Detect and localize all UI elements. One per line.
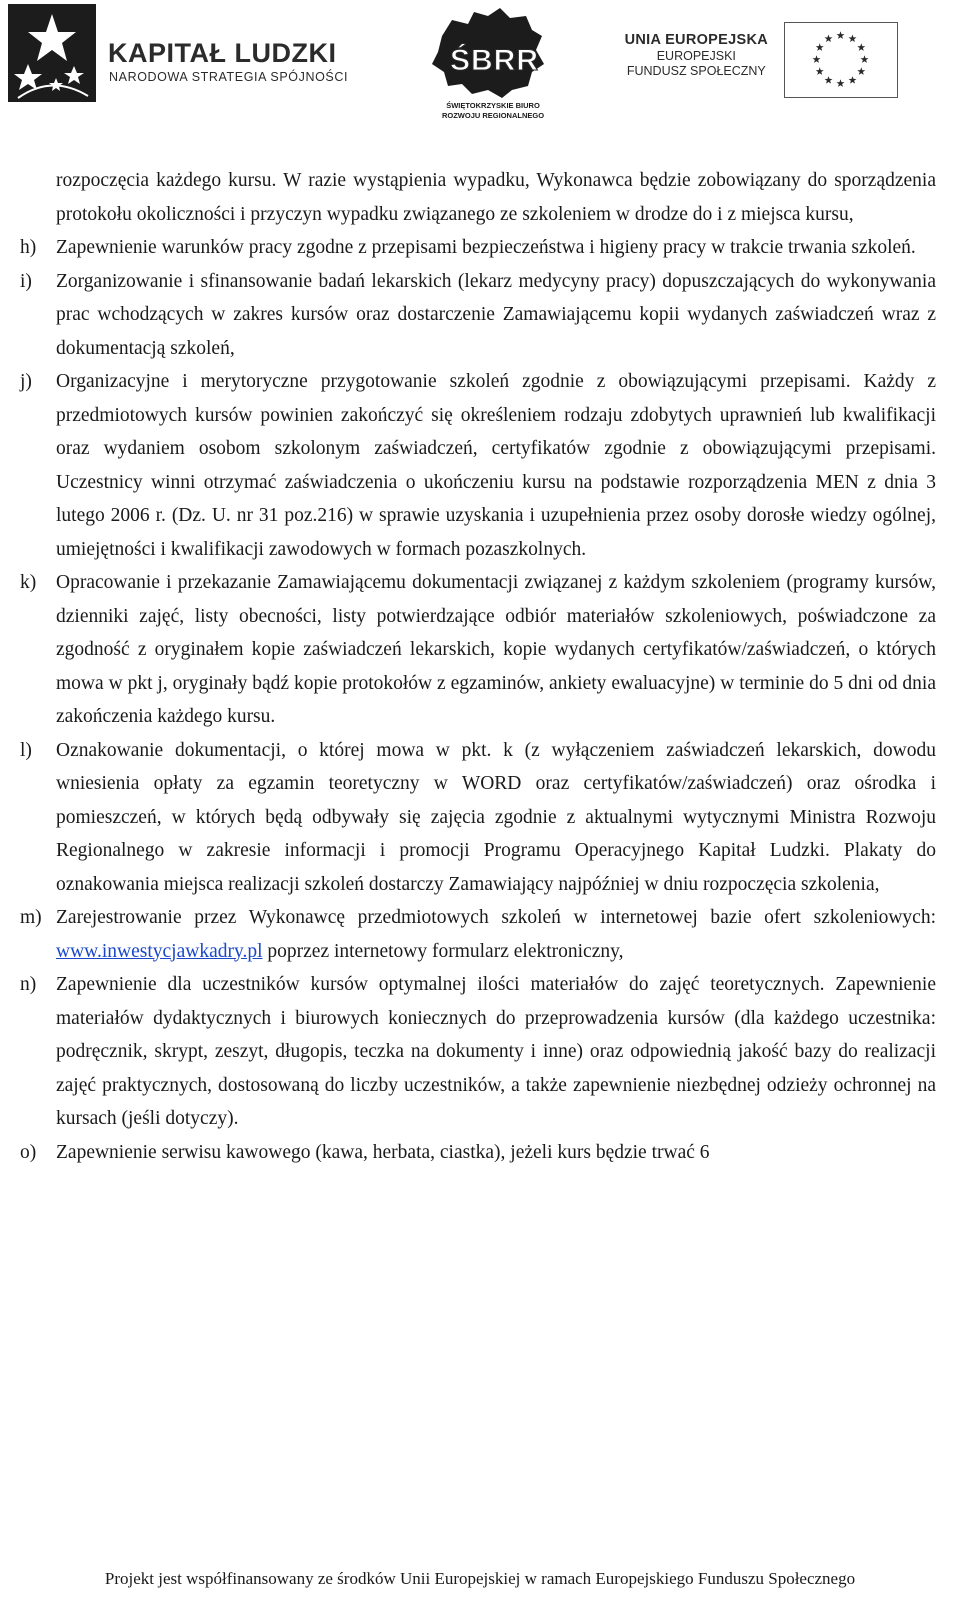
sbrr-caption (418, 101, 568, 121)
inwestycjawkadry-link[interactable]: www.inwestycjawkadry.pl (56, 940, 263, 962)
list-item-i (20, 265, 936, 366)
list-item-h (20, 231, 936, 265)
sbrr-caption-line2: ROZWOJU REGIONALNEGO (441, 111, 545, 120)
list-item-o (20, 1136, 936, 1170)
eu-logo-line1: UNIA EUROPEJSKA (624, 32, 768, 48)
list-item-text-after: poprzez internetowy formularz elektroniczny, (262, 940, 624, 962)
list-item-text-before: Zarejestrowanie przez Wykonawcę przedmiotowych szkoleń w internetowej bazie ofert szkoleniowych: (56, 907, 936, 928)
list-item-text: Opracowanie i przekazanie Zamawiającemu dokumentacji związanej z każdym szkoleniem (programy kursów, dzienniki zajęć, listy obecności, listy potwierdzające odbiór materiałów szkoleniowych, poświadczone za zgodność z oryginałem kopie zaświadczeń lekarskich, kopie wydanych certyfikatów/zaświadczeń, o których mowa w pkt j, oryginały bądź kopie protokołów z egzaminów, ankiety ewaluacyjne) w terminie do 5 dni od dnia zakończenia każdego kursu. (56, 572, 936, 727)
eu-star-icon (857, 67, 865, 75)
list-item-text: Organizacyjne i merytoryczne przygotowanie szkoleń zgodnie z obowiązującymi przepisami. Każdy z przedmiotowych kursów powinien zakończyć się określeniem rodzaju zdobytych uprawnień lub kwalifikacji oraz wydaniem osobom szkolonym zaświadczeń, certyfikatów zgodnie z obowiązującymi przepisami. Uczestnicy winni otrzymać zaświadczenia o ukończeniu kursu na podstawie rozporządzenia MEN z dnia 3 lutego 2006 r. (Dz. U. nr 31 poz.216) w sprawie uzyskania i uzupełnienia przez osoby dorosłe wiedzy ogólnej, umiejętności i kwalifikacji zawodowych w formach pozaszkolnych. (56, 371, 936, 560)
sbrr-logo-text: ŚBRR (450, 44, 540, 77)
list-item-text: Zapewnienie dla uczestników kursów optymalnej ilości materiałów do zajęć teoretycznych. Zapewnienie materiałów dydaktycznych i biurowych koniecznych do przeprowadzenia kursów (dla każdego uczestnika: podręcznik, skrypt, zeszyt, długopis, teczka na dokumenty i inne) oraz odpowiednią jakość bazy do realizacji zajęć praktycznych, dostosowaną do liczby uczestników, a także zapewnienie niezbędnej odzieży ochronnej na kursach (jeśli dotyczy). (56, 974, 936, 1129)
kapital-ludzki-title: KAPITAŁ LUDZKI (108, 38, 337, 68)
list-marker: l) (20, 739, 32, 761)
eu-star-icon (849, 76, 857, 84)
eu-flag-icon (784, 22, 898, 98)
document-body (20, 164, 936, 1169)
kapital-ludzki-mark-icon (8, 4, 96, 102)
eu-star-icon (861, 55, 869, 63)
eu-star-icon (849, 35, 857, 43)
sbrr-logo (418, 6, 568, 126)
eu-logo-line3: FUNDUSZ SPOŁECZNY (626, 64, 766, 78)
eu-star-icon (816, 67, 824, 75)
list-item-text: Oznakowanie dokumentacji, o której mowa w pkt. k (z wyłączeniem zaświadczeń lekarskich, dowodu wniesienia opłaty za egzamin teoretyczny w WORD oraz certyfikatów/zaświadczeń) oraz ośrodka i pomieszczeń, w których będą odbywały się zajęcia zgodnie z aktualnymi wytycznymi Ministra Rozwoju Regionalnego w zakresie informacji i promocji Programu Operacyjnego Kapitał Ludzki. Plakaty do oznakowania miejsca realizacji szkoleń dostarczy Zamawiający najpóźniej w dniu rozpoczęcia szkolenia, (56, 739, 936, 895)
eu-stars-icon (785, 23, 896, 96)
eu-star-icon (825, 76, 833, 84)
eu-star-icon (825, 35, 833, 43)
kapital-ludzki-subtitle: NARODOWA STRATEGIA SPÓJNOŚCI (109, 70, 349, 84)
list-marker: o) (20, 1141, 37, 1163)
eu-star-icon (837, 79, 845, 87)
list-marker: i) (20, 270, 32, 292)
continuation-paragraph: rozpoczęcia każdego kursu. W razie wystąpienia wypadku, Wykonawca będzie zobowiązany do sporządzenia protokołu okoliczności i przyczyn wypadku związanego ze szkoleniem w drodze do i z miejsca kursu, (56, 170, 936, 225)
eu-logo (624, 22, 898, 102)
list-item-j (20, 365, 936, 566)
list-item-k (20, 566, 936, 734)
list-marker: k) (20, 572, 37, 593)
list-item-text: Zorganizowanie i sfinansowanie badań lekarskich (lekarz medycyny pracy) dopuszczających do wykonywania prac wchodzących w zakres kursów oraz dostarczenie Zamawiającemu kopii wydanych zaświadczeń wraz z dokumentacją szkoleń, (56, 270, 936, 359)
list-marker: n) (20, 974, 37, 995)
list-item-m (20, 901, 936, 968)
page-header (0, 0, 960, 130)
sbrr-caption-line1: ŚWIĘTOKRZYSKIE BIURO (446, 101, 540, 110)
page-footer: Projekt jest współfinansowany ze środków Unii Europejskiej w ramach Europejskiego Funduszu Społecznego (104, 1569, 856, 1588)
list-item-n (20, 968, 936, 1136)
eu-star-icon (816, 43, 824, 51)
eu-logo-line2: EUROPEJSKI (656, 49, 736, 63)
list-item-l (20, 734, 936, 902)
list-item-text: Zapewnienie warunków pracy zgodne z przepisami bezpieczeństwa i higieny pracy w trakcie trwania szkoleń. (56, 237, 916, 258)
eu-star-icon (857, 43, 865, 51)
eu-logo-text (625, 32, 768, 79)
list-marker: m) (20, 907, 42, 928)
list-marker: h) (20, 237, 37, 258)
list-item-text: Zapewnienie serwisu kawowego (kawa, herbata, ciastka), jeżeli kurs będzie trwać 6 (56, 1141, 710, 1163)
eu-star-icon (813, 55, 821, 63)
kapital-ludzki-logo (8, 4, 358, 104)
list-marker: j) (20, 371, 32, 392)
eu-star-icon (837, 31, 845, 39)
